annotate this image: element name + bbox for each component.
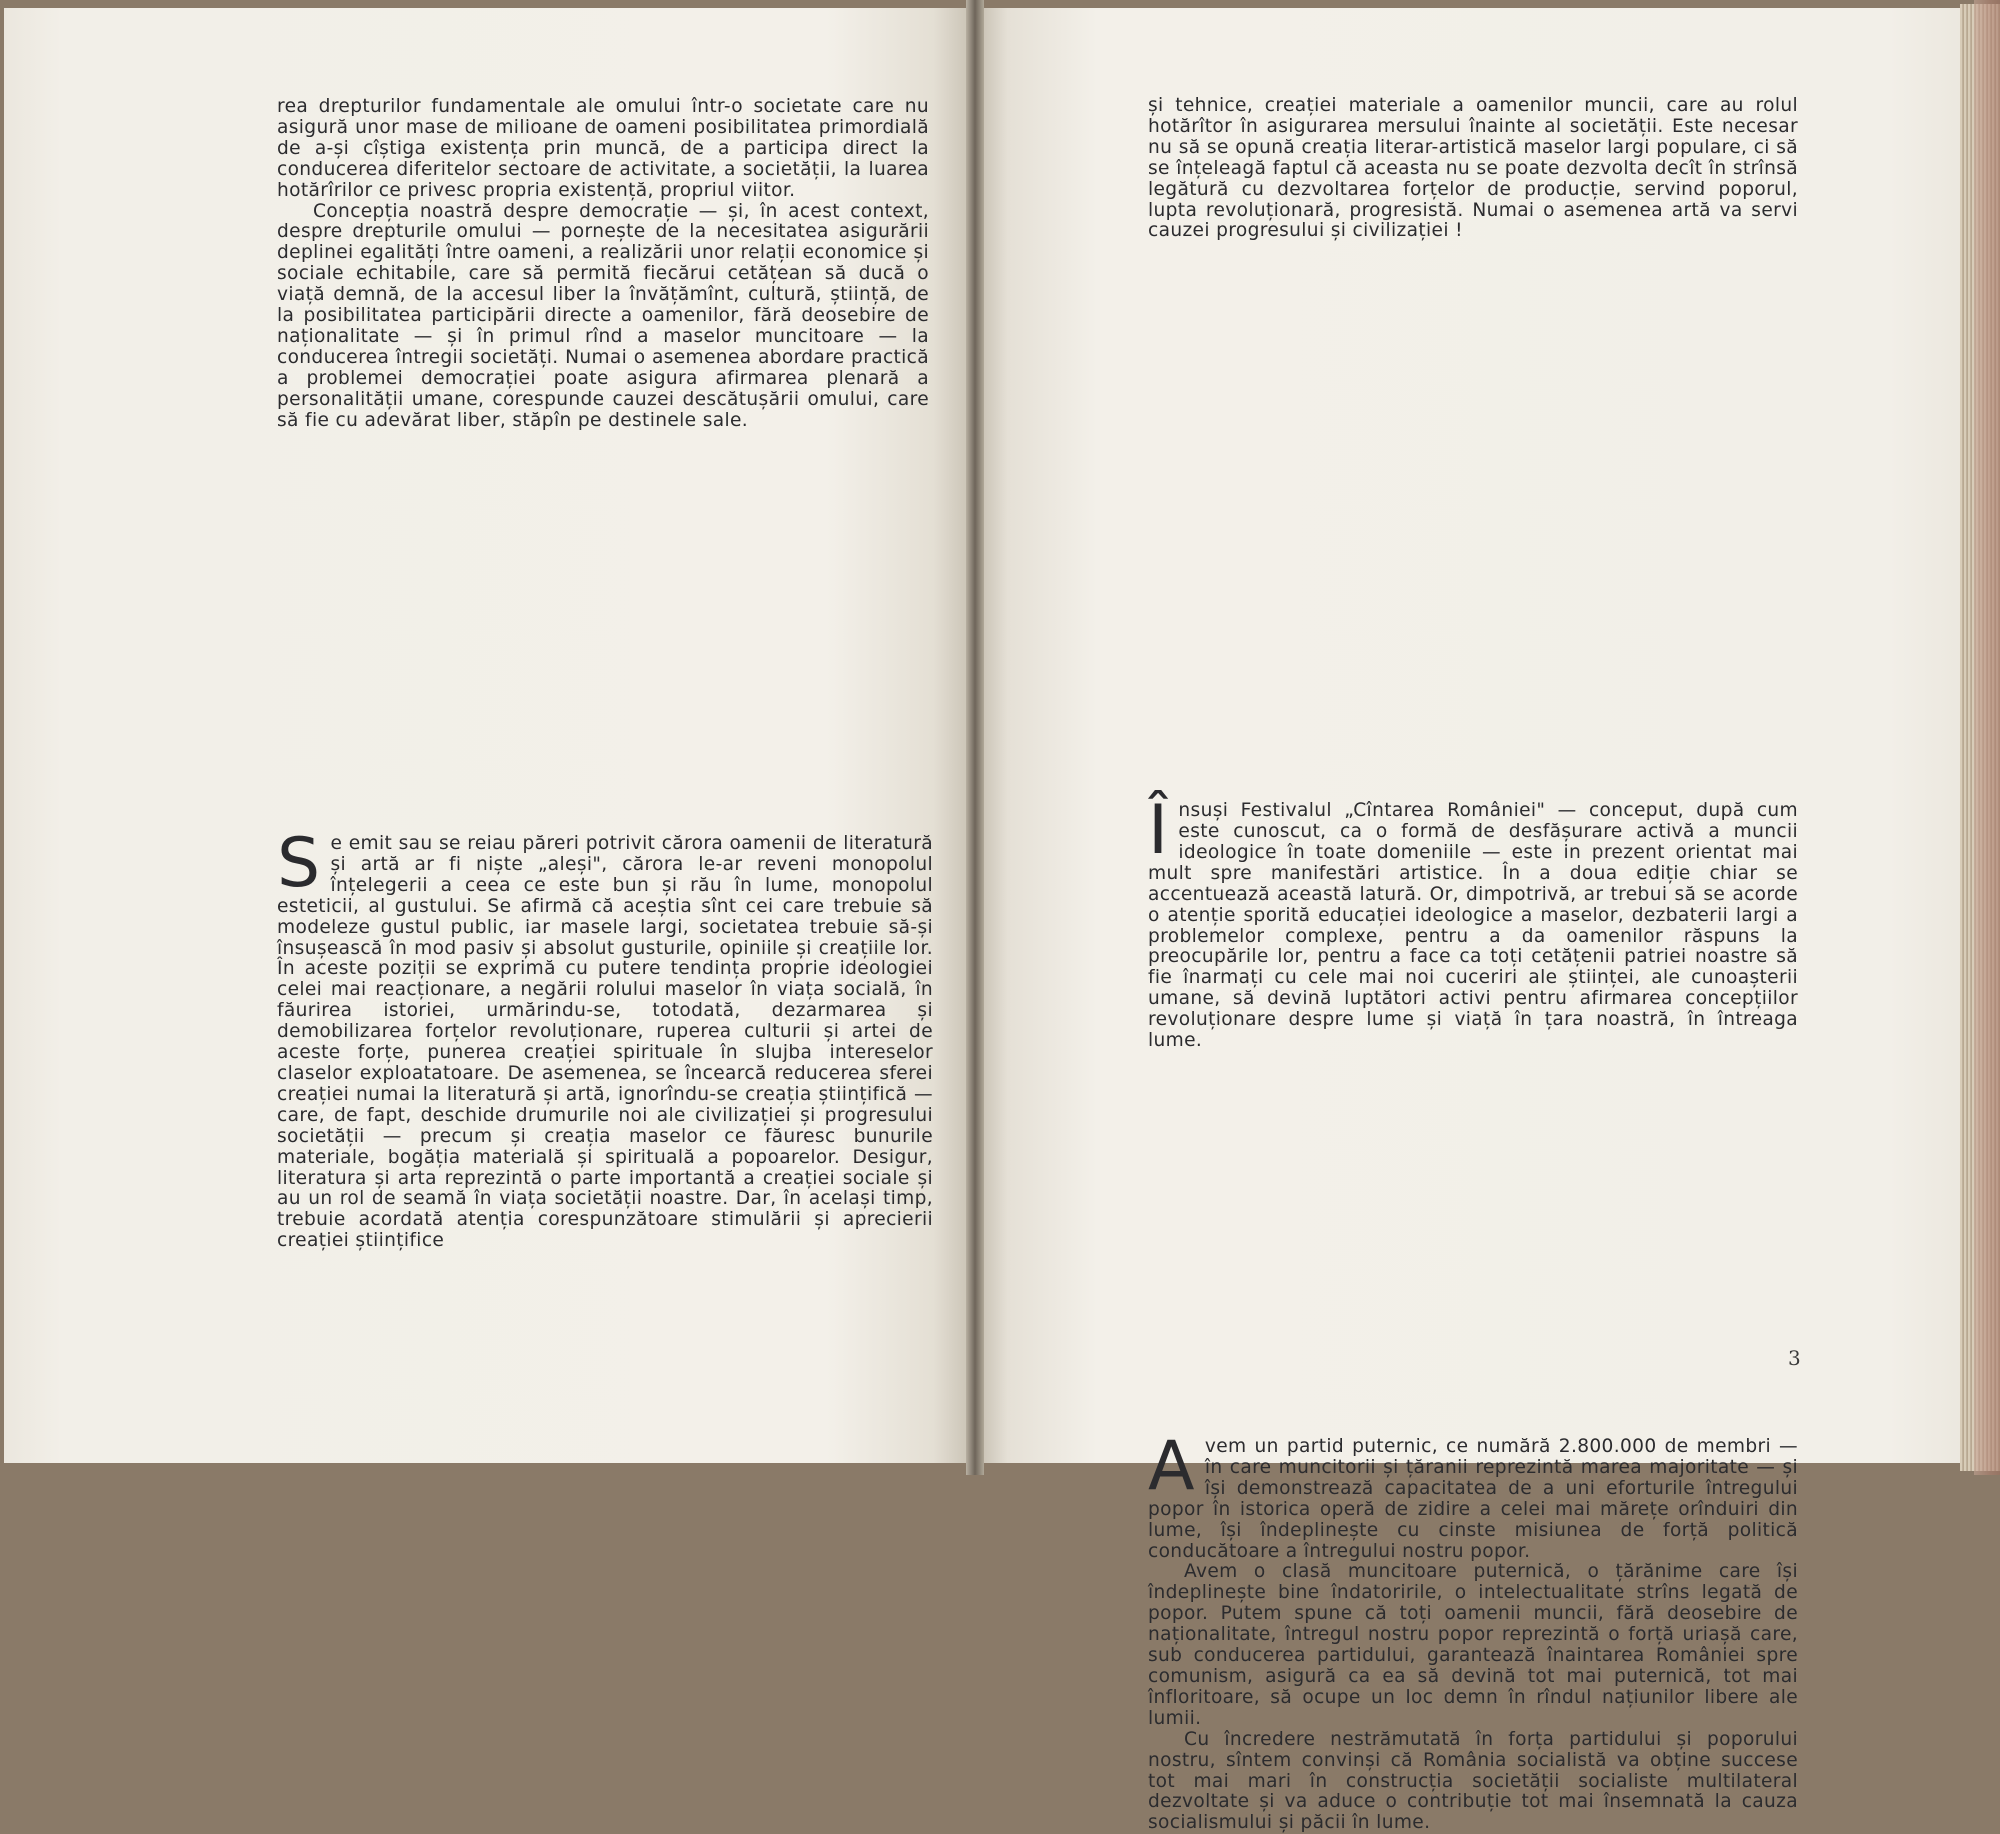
right-paragraph-3-text: vem un partid puternic, ce numără 2.800.000 de membri — în care muncitorii și țăranii reprezintă marea majoritate — și își demonstrează capacitatea de a uni eforturile întregului popor în istorica operă de zidire a celei mai mărețe orînduiri din lume, își îndeplinește cu cinste misiunea de forță politică conducătoare a întregului nostru popor.	[1148, 1436, 1798, 1562]
right-text-block-3	[1148, 1427, 1798, 1834]
dropcap-s: S	[277, 824, 321, 903]
right-paragraph-2-text: nsuși Festivalul „Cîntarea României" — conceput, după cum este cunoscut, ca o formă de desfășurare activă a muncii ideologice în toate domeniile — este in prezent orientat mai mult spre manifestări artistice. În a doua ediție chiar se accentuează această latură. Or, dimpotrivă, ar trebui să se acorde o atenție sporită educației ideologice a maselor, dezbaterii largi a problemelor complexe, pentru a da oamenilor răspuns la preocupările lor, pentru a face ca toți cetățenii patriei noastre să fie înarmați cu cele mai noi cuceriri ale științei, ale cunoașterii umane, să devină luptători activi pentru afirmarea concepțiilor revoluționare despre lume și viață în țara noastră, în întreaga lume.	[1148, 800, 1798, 1052]
right-paragraph-2	[1148, 791, 1798, 1052]
right-paragraph-5: Cu încredere nestrămutată în forța partidului și poporului nostru, sîntem convinși că România socialistă va obține succese tot mai mari în construcția societății socialiste multilateral dezvoltate și va aduce o contribuție tot mai însemnată la cauza socialismului și păcii în lume.	[1148, 1728, 1798, 1834]
left-paragraph-3	[277, 824, 933, 1252]
right-paragraph-1: și tehnice, creației materiale a oamenilor muncii, care au rolul hotărîtor în asigurarea mersului înainte al societății. Este necesar nu să se opună creația literar-artistică maselor largi populare, ci să se înțeleagă faptul că aceasta nu se poate dezvolta decît în strînsă legătură cu dezvoltarea forțelor de producție, servind poporul, lupta revoluționară, progresistă. Numai o asemenea artă va servi cauzei progresului și civilizației !	[1148, 95, 1798, 242]
book-gutter	[966, 0, 984, 1475]
page-number: 3	[1788, 1346, 1801, 1370]
dropcap-a: A	[1148, 1427, 1195, 1506]
left-paragraph-1: rea drepturilor fundamentale ale omului într-o societate care nu asigură unor mase de milioane de oameni posibilitatea primordială de a-și cîștiga existența prin muncă, de a participa direct la conducerea diferitelor sectoare de activitate, a societății, la luarea hotărîrilor ce privesc propria existență, propriul viitor.	[277, 96, 929, 201]
dropcap-i: Î	[1148, 791, 1169, 871]
right-paragraph-4: Avem o clasă muncitoare puternică, o țărănime care își îndeplinește bine îndatoririle, o intelectualitate strîns legată de popor. Putem spune că toți oamenii muncii, fără deosebire de naționalitate, întregul nostru popor reprezintă o forță uriașă care, sub conducerea partidului, garantează înaintarea României spre comunism, asigură ca ea să devină tot mai puternică, tot mai înfloritoare, să ocupe un loc demn în rîndul națiunilor libere ale lumii.	[1148, 1561, 1798, 1729]
right-text-block-1	[1148, 96, 1798, 242]
left-text-block-2	[277, 824, 933, 1252]
book-edge-tint	[1974, 0, 2000, 1475]
left-paragraph-3-text: e emit sau se reiau păreri potrivit cărora oamenii de literatură și artă ar fi niște „aleși", cărora le-ar reveni monopolul înțelegerii a ceea ce este bun și rău în lume, monopolul esteticii, al gustului. Se afirmă că aceștia sînt cei care trebuie să modeleze gustul public, iar masele largi, societatea trebuie să-și însușească în mod pasiv și absolut gusturile, opiniile și creațiile lor. În aceste poziții se exprimă cu putere tendința proprie ideologiei celei mai reacționare, a negării rolului maselor în viața socială, în făurirea istoriei, urmărindu-se, totodată, dezarmarea și demobilizarea forțelor revoluționare, ruperea culturii și artei de aceste forțe, punerea creației spirituale în slujba intereselor claselor exploatatoare. De asemenea, se încearcă reducerea sferei creației numai la literatură și artă, ignorîndu-se creația științifică — care, de fapt, deschide drumurile noi ale civilizației și progresului societății — precum și creația maselor ce făuresc bunurile materiale, bogăția materială și spirituală a popoarelor. Desigur, literatura și arta reprezintă o parte importantă a creației sociale și au un rol de seamă în viața societății noastre. Dar, în același timp, trebuie acordată atenția corespunzătoare stimulării și aprecierii creației științifice	[277, 833, 933, 1252]
left-paragraph-2: Concepția noastră despre democrație — și, în acest context, despre drepturile omului — pornește de la necesitatea asigurării deplinei egalități între oameni, a realizării unor relații economice și sociale echitabile, care să permită fiecărui cetățean să ducă o viață demnă, de la accesul liber la învățămînt, cultură, știință, de la posibilitatea participării directe a oamenilor, fără deosebire de naționalitate — și în primul rînd a maselor muncitoare — la conducerea întregii societăți. Numai o asemenea abordare practică a problemei democrației poate asigura afirmarea plenară a personalității umane, corespunde cauzei descătușării omului, care să fie cu adevărat liber, stăpîn pe destinele sale.	[277, 200, 929, 431]
right-text-block-2	[1148, 791, 1798, 1052]
right-paragraph-3	[1148, 1427, 1798, 1562]
left-text-block-1	[277, 97, 929, 432]
